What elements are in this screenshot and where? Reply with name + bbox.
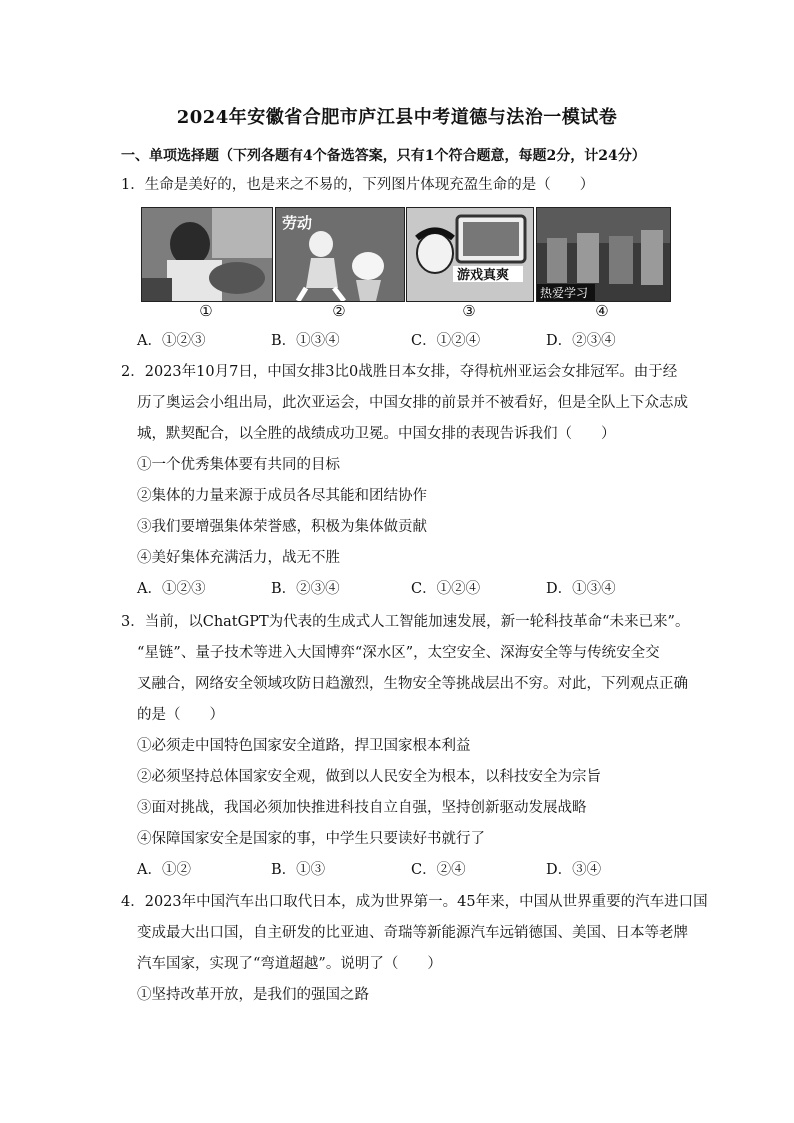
q3-item-4: ④保障国家安全是国家的事，中学生只要读好书就行了 (137, 831, 485, 847)
q1-picture-2 (275, 207, 405, 302)
photo-boy-working-image (142, 208, 272, 301)
q2-item-4: ④美好集体充满活力，战无不胜 (137, 550, 340, 566)
q3-item-3: ③面对挑战，我国必须加快推进科技自立自强，坚持创新驱动发展战略 (137, 800, 587, 816)
q2-stem-line-2: 历了奥运会小组出局，此次亚运会，中国女排的前景并不被看好，但是全队上下众志成 (137, 395, 688, 411)
q1-picture-3 (406, 207, 534, 302)
q3-option-a: A．①② (137, 862, 191, 878)
q1-option-c: C．①②④ (411, 333, 481, 349)
q1-option-a: A．①②③ (137, 333, 206, 349)
q1-picture-3-caption: 游戏真爽 (457, 268, 510, 283)
q3-stem-line-4: 的是（ ） (137, 707, 224, 723)
q1-picture-2-number: ② (332, 302, 346, 320)
q1-option-d: D．②③④ (546, 333, 616, 349)
q2-stem-line-3: 城，默契配合，以全胜的战绩成功卫冕。中国女排的表现告诉我们（ ） (137, 426, 616, 442)
q2-item-3: ③我们要增强集体荣誉感，积极为集体做贡献 (137, 519, 427, 535)
q4-item-1: ①坚持改革开放，是我们的强国之路 (137, 987, 369, 1003)
q3-option-b: B．①③ (271, 862, 326, 878)
q4-stem-line-3: 汽车国家，实现了“弯道超越”。说明了（ ） (137, 956, 442, 972)
q1-picture-4 (536, 207, 671, 302)
cartoon-gaming-image (407, 208, 533, 301)
q1-picture-4-caption: 热爱学习 (540, 286, 589, 300)
q2-item-1: ①一个优秀集体要有共同的目标 (137, 457, 340, 473)
q2-option-d: D．①③④ (546, 581, 616, 597)
q3-item-2: ②必须坚持总体国家安全观，做到以人民安全为根本，以科技安全为宗旨 (137, 769, 601, 785)
q4-stem-line-1: 4．2023年中国汽车出口取代日本，成为世界第一。45年来，中国从世界重要的汽车进口国 (121, 894, 708, 910)
q3-stem-line-3: 叉融合，网络安全领域攻防日趋激烈，生物安全等挑战层出不穷。对此，下列观点正确 (137, 676, 688, 692)
q1-picture-1 (141, 207, 273, 302)
q2-stem-line-1: 2．2023年10月7日，中国女排3比0战胜日本女排，夺得杭州亚运会女排冠军。由于经 (121, 364, 678, 380)
q3-stem-line-2: “星链”、量子技术等进入大国博弈“深水区”，太空安全、深海安全等与传统安全交 (137, 645, 660, 661)
q1-stem: 1．生命是美好的，也是来之不易的，下列图片体现充盈生命的是（ ） (121, 177, 595, 193)
q1-option-b: B．①③④ (271, 333, 340, 349)
q1-picture-4-number: ④ (595, 302, 609, 320)
q1-picture-1-number: ① (199, 302, 213, 320)
q3-option-c: C．②④ (411, 862, 466, 878)
q2-option-b: B．②③④ (271, 581, 340, 597)
q3-stem-line-1: 3．当前，以ChatGPT为代表的生成式人工智能加速发展，新一轮科技革命“未来已来”。 (121, 614, 690, 630)
q2-item-2: ②集体的力量来源于成员各尽其能和团结协作 (137, 488, 427, 504)
q2-option-c: C．①②④ (411, 581, 481, 597)
q2-option-a: A．①②③ (137, 581, 206, 597)
q4-stem-line-2: 变成最大出口国，自主研发的比亚迪、奇瑞等新能源汽车远销德国、美国、日本等老牌 (137, 925, 688, 941)
page-title: 2024年安徽省合肥市庐江县中考道德与法治一模试卷 (176, 107, 618, 128)
q3-item-1: ①必须走中国特色国家安全道路，捍卫国家根本利益 (137, 738, 471, 754)
q3-option-d: D．③④ (546, 862, 602, 878)
q1-picture-2-caption: 劳动 (282, 214, 313, 232)
photo-students-studying-image (537, 208, 670, 301)
cartoon-labor-image (276, 208, 404, 301)
section-heading: 一、单项选择题（下列各题有4个备选答案，只有1个符合题意，每题2分，计24分） (121, 148, 646, 164)
q1-picture-3-number: ③ (462, 302, 476, 320)
